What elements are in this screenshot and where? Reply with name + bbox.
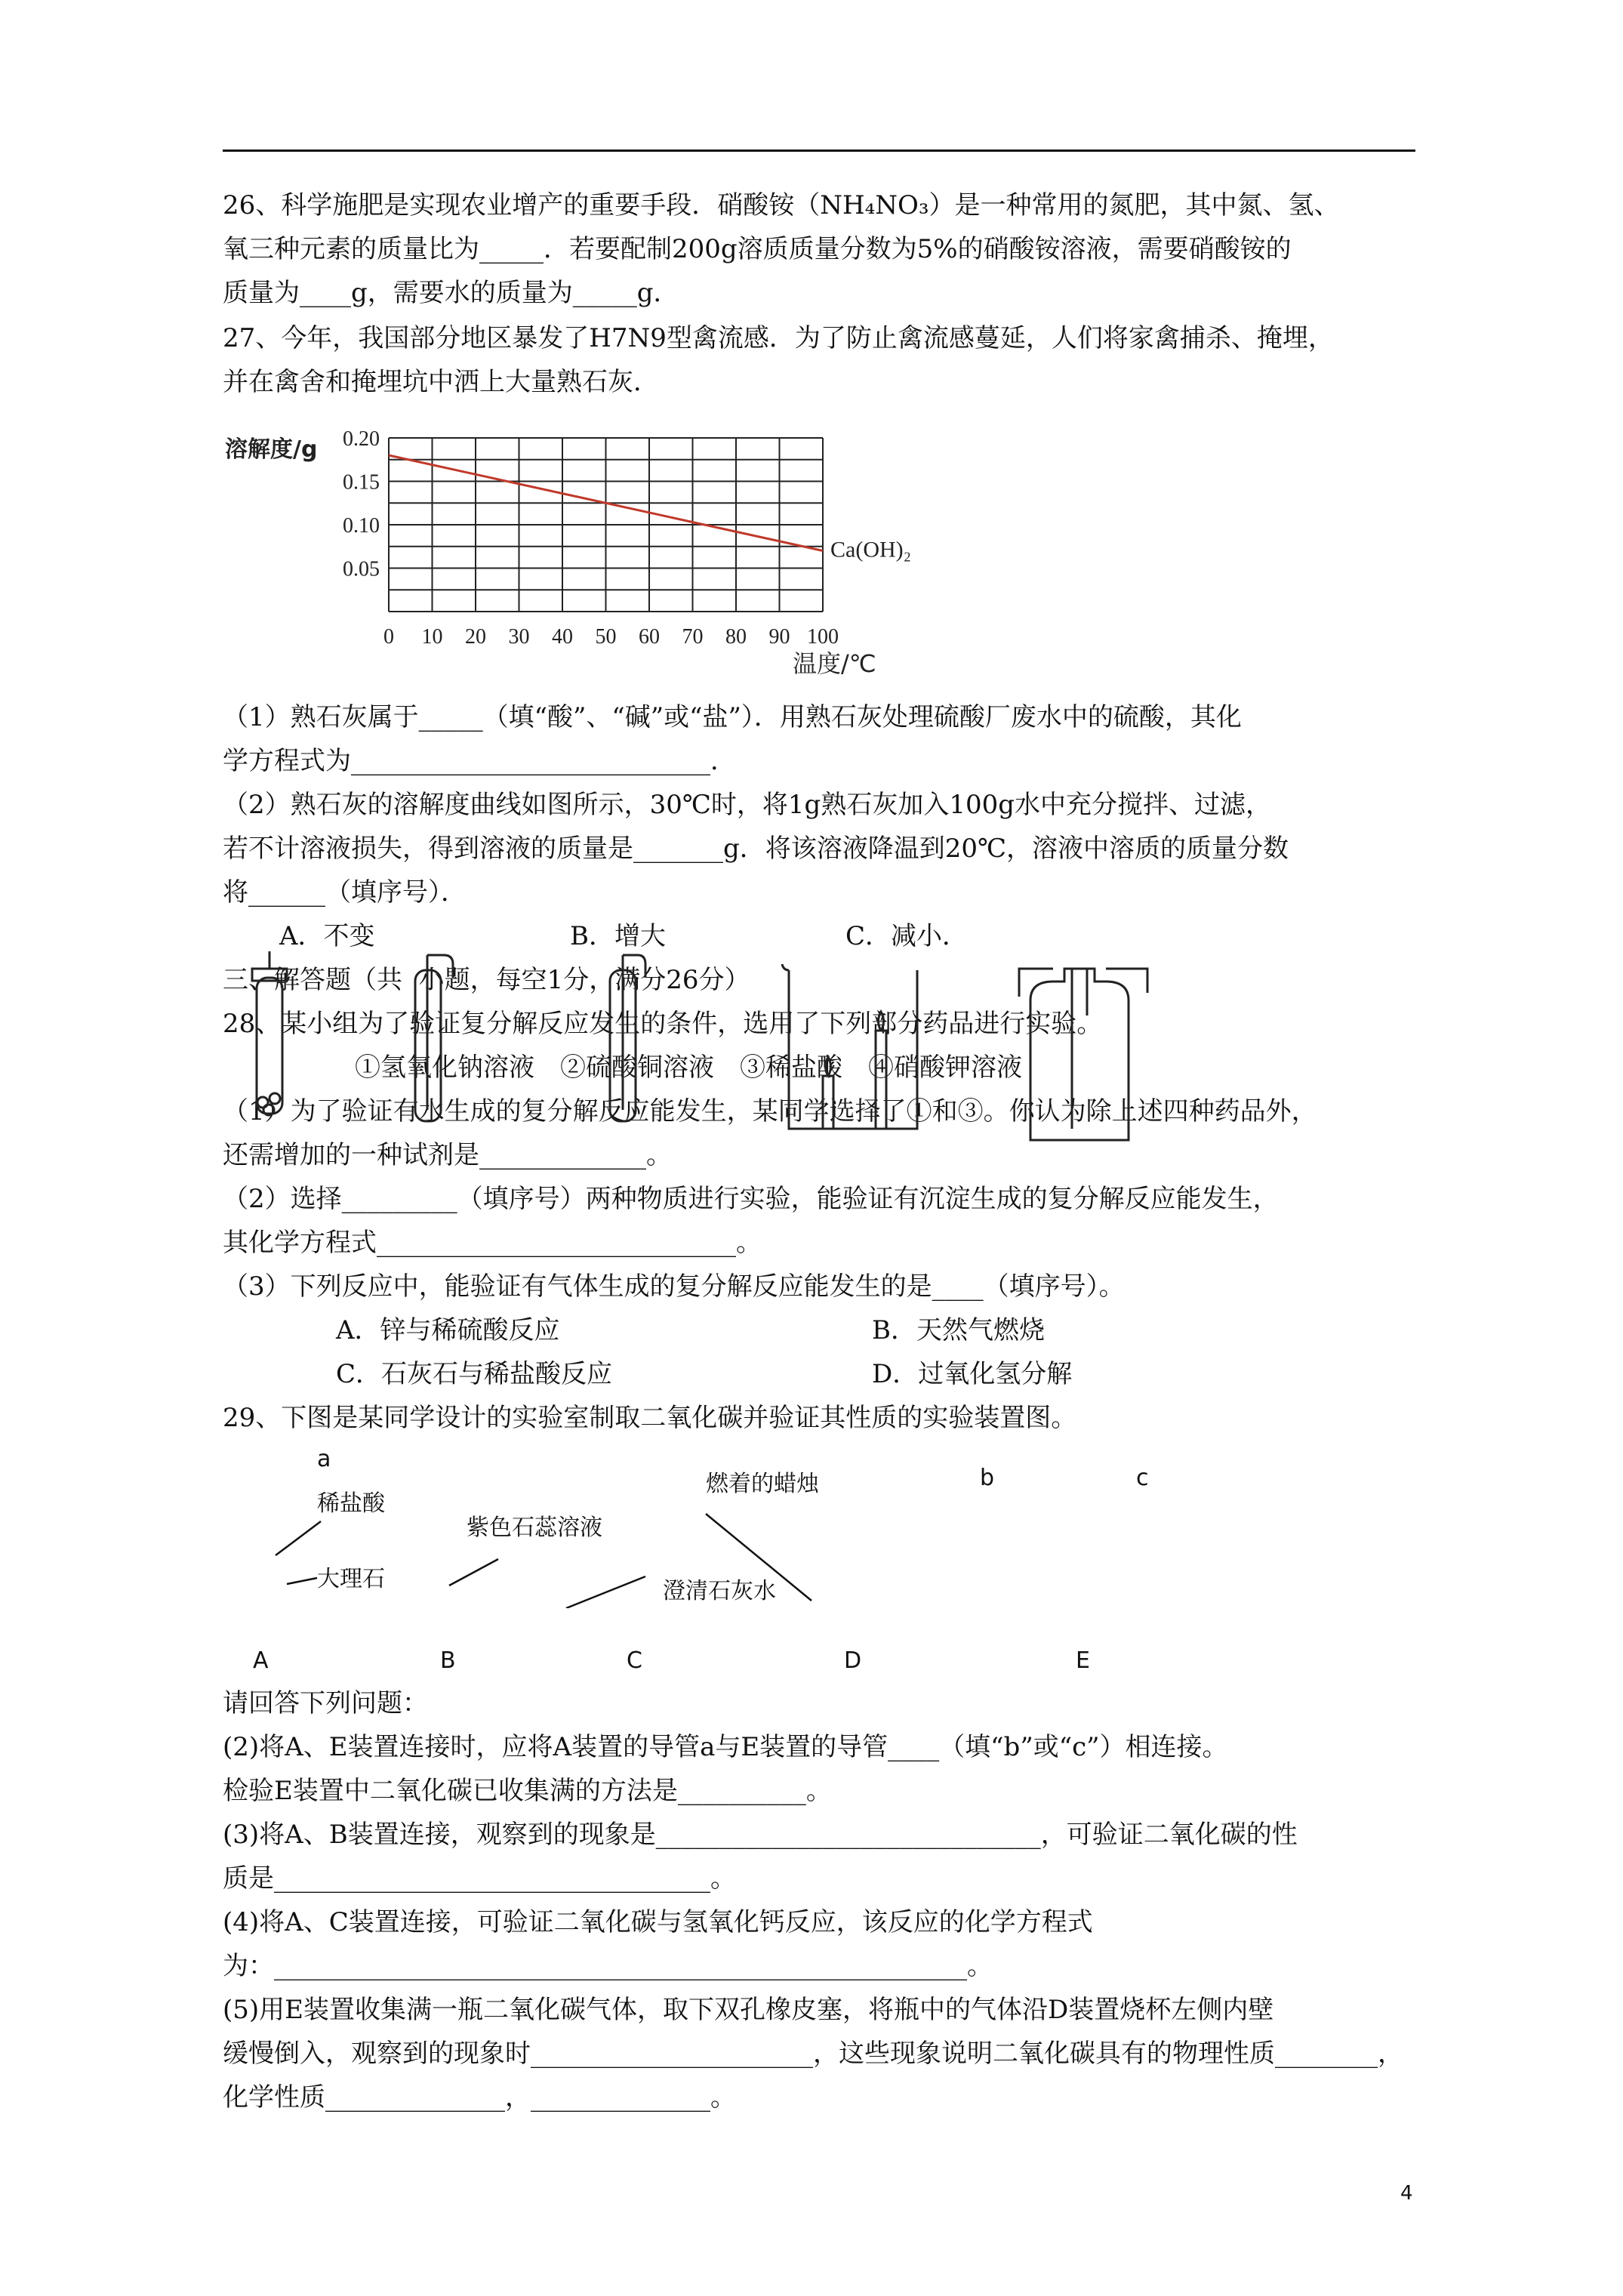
fig-label-litmus: 紫色石蕊溶液	[467, 1515, 602, 1541]
q29-part5-line3: 化学性质______________，______________。	[223, 2082, 736, 2113]
y-tick-label: 0.15	[343, 470, 380, 495]
fig-label-A: A	[253, 1647, 269, 1674]
section-heading: 三、解答题（共 小题，每空1分，满分26分）	[223, 965, 750, 995]
q27-part2-line3: 将______（填序号）．	[223, 877, 467, 908]
x-tick-label: 30	[508, 625, 530, 649]
q29-part2-line2: 检验E装置中二氧化碳已收集满的方法是__________。	[223, 1776, 832, 1806]
q27-option-c: C．减小．	[845, 921, 969, 951]
q29-part5-line1: (5)用E装置收集满一瓶二氧化碳气体，取下双孔橡皮塞，将瓶中的气体沿D装置烧杯左侧内壁	[223, 1995, 1274, 2025]
apparatus-drawings	[242, 948, 1313, 1151]
q27-part2-line2: 若不计溶液损失，得到溶液的质量是_______g．将该溶液降温到20℃，溶液中溶质的质量分数	[223, 834, 1289, 864]
page-number: 4	[1400, 2182, 1413, 2205]
x-tick-label: 10	[421, 625, 443, 649]
fig-label-D: D	[844, 1647, 862, 1674]
q27-part2-line1: （2）熟石灰的溶解度曲线如图所示，30℃时，将1g熟石灰加入100g水中充分搅拌、过滤，	[223, 790, 1271, 820]
fig-label-a: a	[317, 1446, 331, 1472]
q27-option-b: B．增大	[570, 921, 666, 951]
x-tick-label: 70	[682, 625, 704, 649]
q27-part1-line1: （1）熟石灰属于_____（填“酸”、“碱”或“盐”）．用熟石灰处理硫酸厂废水中的硫酸，其化	[223, 702, 1242, 732]
y-tick-label: 0.05	[343, 557, 380, 581]
y-axis-label: 溶解度/g	[225, 436, 318, 463]
q29-line1: 29、下图是某同学设计的实验室制取二氧化碳并验证其性质的实验装置图。	[223, 1403, 1077, 1433]
q26-line2: 氧三种元素的质量比为_____．若要配制200g溶质质量分数为5%的硝酸铵溶液，需要硝酸铵的	[223, 234, 1292, 264]
q26-line3: 质量为____g，需要水的质量为_____g．	[223, 278, 679, 308]
x-axis-label: 温度/℃	[793, 649, 876, 678]
q29-part2-line1: (2)将A、E装置连接时，应将A装置的导管a与E装置的导管____（填“b”或“c”）相连接。	[223, 1732, 1228, 1762]
x-tick-label: 90	[768, 625, 790, 649]
fig-label-limewater: 澄清石灰水	[663, 1578, 776, 1604]
fig-label-candle: 燃着的蜡烛	[706, 1471, 819, 1497]
header-rule	[223, 149, 1415, 152]
q28-part2-line1: （2）选择_________（填序号）两种物质进行实验，能验证有沉淀生成的复分解反应能发生，	[223, 1184, 1279, 1214]
series-label: Ca(OH)₂	[830, 537, 912, 562]
fig-label-B: B	[440, 1647, 456, 1674]
fig-label-b: b	[980, 1465, 995, 1491]
q28-option-b: B．天然气燃烧	[872, 1315, 1045, 1345]
q27-line2: 并在禽舍和掩埋坑中洒上大量熟石灰．	[223, 367, 659, 397]
q29-part5-line2: 缓慢倒入，观察到的现象时______________________，这些现象说明二氧化碳具有的物理性质________，	[223, 2039, 1403, 2069]
fig-label-marble: 大理石	[317, 1566, 385, 1592]
q26-line1: 26、科学施肥是实现农业增产的重要手段．硝酸铵（NH₄NO₃）是一种常用的氮肥，其中氮、氢、	[223, 190, 1340, 220]
q29-part3-line1: (3)将A、B装置连接，观察到的现象是______________________________，可验证二氧化碳的性	[223, 1820, 1298, 1850]
y-tick-label: 0.20	[343, 427, 380, 451]
q28-option-d: D．过氧化氢分解	[872, 1359, 1073, 1389]
q29-part4-line2: 为：______________________________________________________。	[223, 1951, 993, 1981]
x-tick-label: 80	[725, 625, 747, 649]
q28-part1-line2: 还需增加的一种试剂是_____________。	[223, 1140, 672, 1170]
x-tick-label: 20	[465, 625, 486, 649]
q28-part1-line1: （1）为了验证有水生成的复分解反应能发生，某同学选择了①和③。你认为除上述四种药品外，	[223, 1096, 1317, 1126]
x-tick-label: 0	[383, 625, 394, 649]
q28-line1: 28、某小组为了验证复分解反应发生的条件，选用了下列部分药品进行实验。	[223, 1009, 1103, 1039]
q28-option-c: C．石灰石与稀盐酸反应	[336, 1359, 613, 1389]
solubility-chart	[219, 423, 959, 680]
q29-ask: 请回答下列问题：	[223, 1688, 428, 1718]
q27-part1-line2: 学方程式为____________________________．	[223, 746, 736, 776]
x-tick-label: 50	[595, 625, 617, 649]
x-tick-label: 100	[807, 625, 839, 649]
q27-option-a: A．不变	[279, 921, 375, 951]
q28-part2-line2: 其化学方程式____________________________。	[223, 1228, 762, 1258]
q29-part4-line1: (4)将A、C装置连接，可验证二氧化碳与氢氧化钙反应，该反应的化学方程式	[223, 1907, 1093, 1937]
q27-line1: 27、今年，我国部分地区暴发了H7N9型禽流感．为了防止禽流感蔓延，人们将家禽捕杀、掩埋，	[223, 323, 1334, 353]
x-tick-label: 40	[552, 625, 573, 649]
fig-label-E: E	[1076, 1647, 1090, 1674]
y-tick-label: 0.10	[343, 514, 380, 538]
fig-label-c: c	[1136, 1465, 1149, 1491]
x-tick-label: 60	[639, 625, 660, 649]
q28-option-a: A．锌与稀硫酸反应	[336, 1315, 560, 1345]
q28-reagents: ①氢氧化钠溶液 ②硫酸铜溶液 ③稀盐酸 ④硝酸钾溶液	[355, 1052, 1022, 1083]
fig-label-hcl: 稀盐酸	[317, 1490, 385, 1517]
fig-label-C: C	[627, 1647, 642, 1674]
q28-part3: （3）下列反应中，能验证有气体生成的复分解反应能发生的是____（填序号）。	[223, 1271, 1125, 1302]
q29-part3-line2: 质是__________________________________。	[223, 1863, 736, 1894]
